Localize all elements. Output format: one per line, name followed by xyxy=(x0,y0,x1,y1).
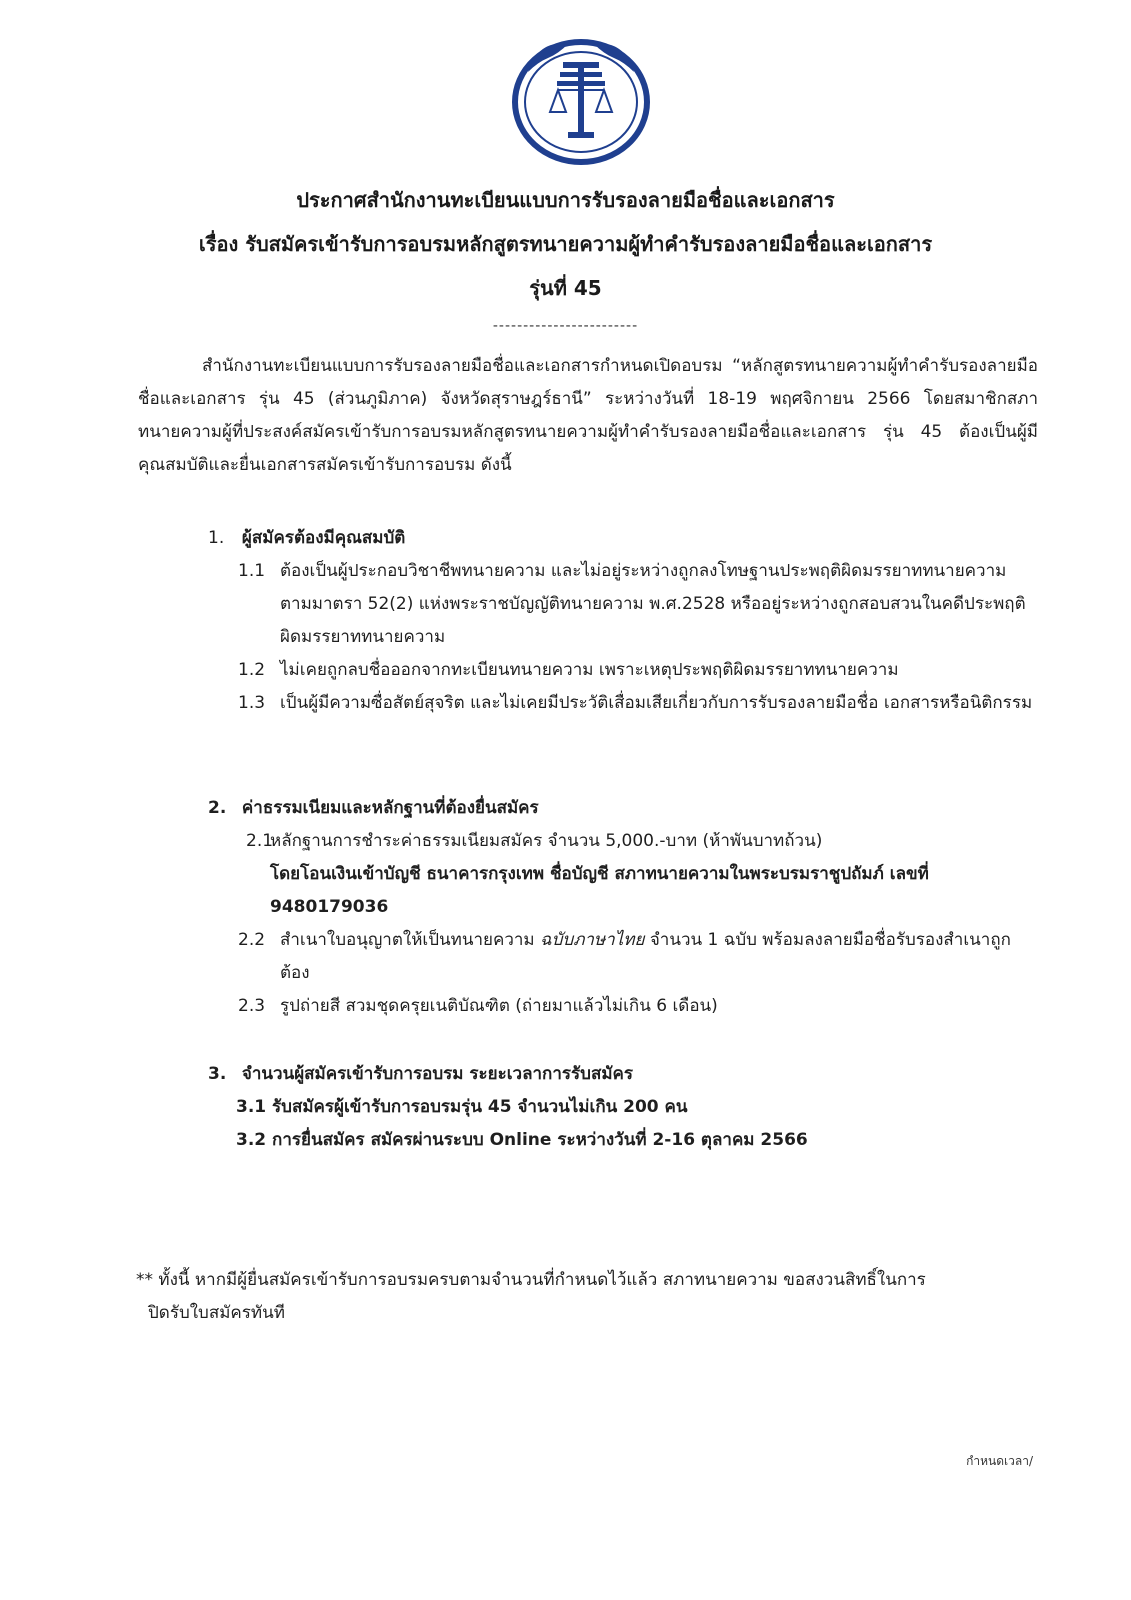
section-heading: ค่าธรรมเนียมและหลักฐานที่ต้องยื่นสมัคร xyxy=(241,798,539,818)
item-number: 1.1 xyxy=(238,561,266,581)
note-line-1: ** ทั้งนี้ หากมีผู้ยื่นสมัครเข้ารับการอบรมครบตามจำนวนที่กำหนดไว้แล้ว สภาทนายความ ขอสงวนสิทธิ์ในการ xyxy=(136,1270,926,1290)
list-item xyxy=(208,687,1038,720)
section-fees-documents xyxy=(208,792,1038,1023)
section-heading: จำนวนผู้สมัครเข้ารับการอบรม ระยะเวลาการรับสมัคร xyxy=(241,1064,634,1084)
list-item: 3.2 การยื่นสมัคร สมัครผ่านระบบ Online ระหว่างวันที่ 2-16 ตุลาคม 2566 xyxy=(236,1130,808,1150)
note-line-2: ปิดรับใบสมัครทันที xyxy=(148,1303,285,1323)
section-title xyxy=(208,792,1038,825)
section-title xyxy=(208,1058,1038,1091)
item-number: 2.2 xyxy=(238,930,266,950)
item-number: 1.3 xyxy=(238,693,266,713)
item-text: ไม่เคยถูกลบชื่อออกจากทะเบียนทนายความ เพราะเหตุประพฤติผิดมรรยาททนายความ xyxy=(280,660,899,680)
item-text-pre: สำเนาใบอนุญาตให้เป็นทนายความ xyxy=(280,930,541,950)
list-item xyxy=(208,990,1038,1023)
title-line-2: เรื่อง รับสมัครเข้ารับการอบรมหลักสูตรทนายความผู้ทำคำรับรองลายมือชื่อและเอกสาร xyxy=(198,232,933,256)
item-text: ต้องเป็นผู้ประกอบวิชาชีพทนายความ และไม่อยู่ระหว่างถูกลงโทษฐานประพฤติผิดมรรยาททนายความ ตามมาตรา 52(2) แห่งพระราชบัญญัติทนายความ พ.ศ.2528 หรืออยู่ระหว่างถูกสอบสวนในคดีประพฤติผิดมรรยาททนายความ xyxy=(280,561,1026,647)
list-item xyxy=(208,924,1038,990)
title-divider: ------------------------ xyxy=(492,318,639,334)
section-number: 1. xyxy=(208,528,225,548)
title-line-1: ประกาศสำนักงานทะเบียนแบบการรับรองลายมือชื่อและเอกสาร xyxy=(296,188,835,212)
list-item: 3.1 รับสมัครผู้เข้ารับการอบรมรุ่น 45 จำนวนไม่เกิน 200 คน xyxy=(236,1097,688,1117)
item-number: 1.2 xyxy=(238,660,266,680)
intro-paragraph xyxy=(138,350,1038,482)
section-qualifications xyxy=(208,522,1038,720)
section-title xyxy=(208,522,1038,555)
section-number: 3. xyxy=(208,1064,227,1084)
section-applicants-period xyxy=(208,1058,1038,1157)
title-line-3: รุ่นที่ 45 xyxy=(529,276,602,300)
item-text: เป็นผู้มีความซื่อสัตย์สุจริต และไม่เคยมีประวัติเสื่อมเสียเกี่ยวกับการรับรองลายมือชื่อ เอกสารหรือนิติกรรม xyxy=(280,693,1033,713)
item-text-post: จำนวน 1 ฉบับ พร้อมลงลายมือชื่อรับรองสำเนาถูกต้อง xyxy=(280,930,1011,983)
reservation-note xyxy=(136,1264,1016,1330)
item-number: 2.1 xyxy=(246,831,274,851)
continuation-footer: กำหนดเวลา/ xyxy=(966,1454,1033,1468)
item-text: รูปถ่ายสี สวมชุดครุยเนติบัณฑิต (ถ่ายมาแล้วไม่เกิน 6 เดือน) xyxy=(280,996,718,1016)
announcement-title xyxy=(0,178,1131,310)
list-item xyxy=(208,555,1038,654)
list-item xyxy=(208,654,1038,687)
section-number: 2. xyxy=(208,798,227,818)
bank-account-info: โดยโอนเงินเข้าบัญชี ธนาคารกรุงเทพ ชื่อบัญชี สภาทนายความในพระบรมราชูปถัมภ์ เลขที่ 9480179036 xyxy=(270,864,929,917)
item-text-italic: ฉบับภาษาไทย xyxy=(540,930,645,950)
list-item xyxy=(208,825,1038,924)
item-text: หลักฐานการชำระค่าธรรมเนียมสมัคร จำนวน 5,000.-บาท (ห้าพันบาทถ้วน) xyxy=(270,831,823,851)
lawyers-council-seal-icon xyxy=(508,32,654,168)
section-heading: ผู้สมัครต้องมีคุณสมบัติ xyxy=(241,528,406,548)
item-number: 2.3 xyxy=(238,996,266,1016)
intro-text: สำนักงานทะเบียนแบบการรับรองลายมือชื่อและเอกสารกำหนดเปิดอบรม “หลักสูตรทนายความผู้ทำคำรับรองลายมือชื่อและเอกสาร รุ่น 45 (ส่วนภูมิภาค) จังหวัดสุราษฎร์ธานี” ระหว่างวันที่ 18-19 พฤศจิกายน 2566 โดยสมาชิกสภาทนายความผู้ที่ประสงค์สมัครเข้ารับการอบรมหลักสูตรทนายความผู้ทำคำรับรองลายมือชื่อและเอกสาร รุ่น 45 ต้องเป็นผู้มีคุณสมบัติและยื่นเอกสารสมัครเข้ารับการอบรม ดังนี้ xyxy=(138,356,1038,475)
